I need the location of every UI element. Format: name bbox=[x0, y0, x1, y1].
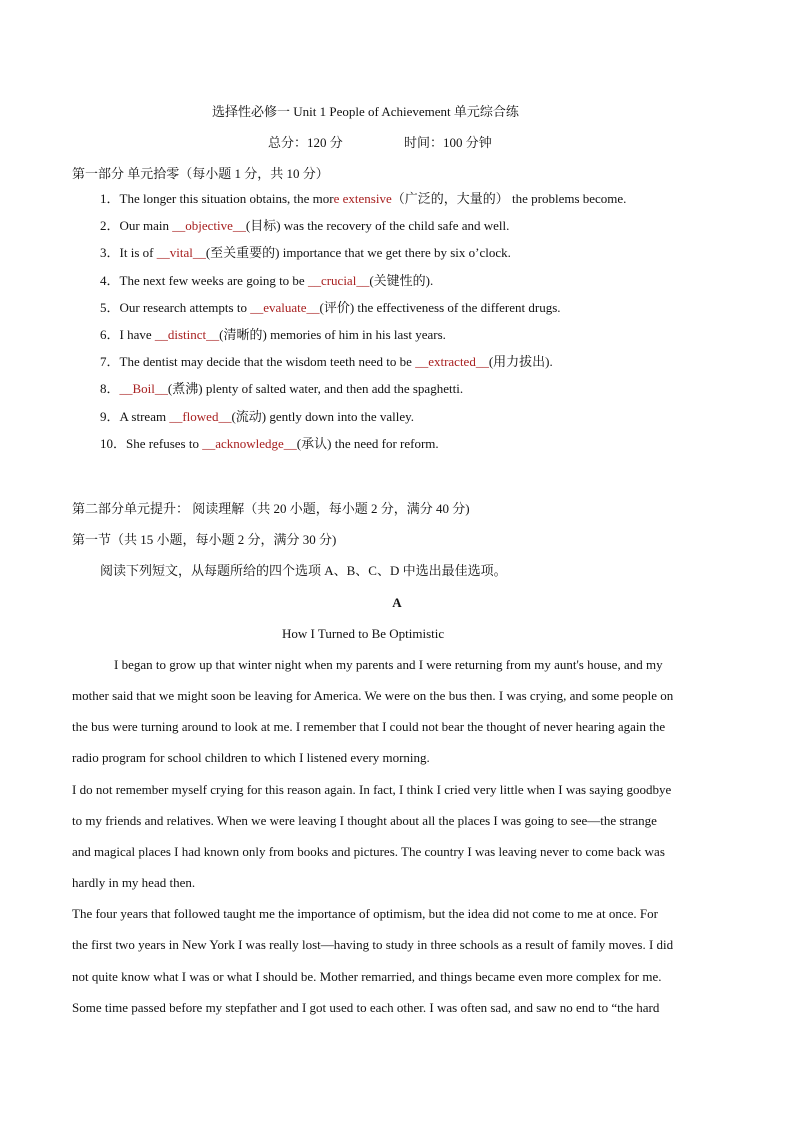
exam-time: 时间：100 分钟 bbox=[404, 135, 492, 150]
question-text: Our research attempts to bbox=[119, 300, 251, 315]
question-number: 4． bbox=[100, 273, 120, 288]
passage-line: to my friends and relatives. When we were leaving I thought about all the places I was going to see—the strange bbox=[72, 813, 657, 828]
passage-line: The four years that followed taught me the importance of optimism, but the idea did not come to me at once. For bbox=[72, 906, 658, 921]
question-number: 7． bbox=[100, 354, 120, 369]
vocab-question-item bbox=[100, 408, 414, 426]
passage-line: and magical places I had known only from books and pictures. The country I was leaving never to come back was bbox=[72, 844, 665, 859]
reading-instruction: 阅读下列短文，从每题所给的四个选项 A、B、C、D 中选出最佳选项。 bbox=[100, 563, 507, 578]
question-text: Our main bbox=[119, 218, 173, 233]
answer-text: __flowed__ bbox=[169, 409, 232, 424]
part1-heading: 第一部分 单元拾零（每小题 1 分，共 10 分） bbox=[72, 166, 329, 181]
vocab-question-item bbox=[100, 217, 509, 235]
question-number: 1． bbox=[100, 191, 120, 206]
passage-line: Some time passed before my stepfather and I got used to each other. I was often sad, and saw no end to “the hard bbox=[72, 1000, 660, 1015]
question-number: 6． bbox=[100, 327, 120, 342]
question-text: (承认) the need for reform. bbox=[296, 436, 439, 451]
passage-letter: A bbox=[392, 595, 402, 610]
vocab-question-item bbox=[100, 190, 626, 208]
passage-line: not quite know what I was or what I should be. Mother remarried, and things became even more complex for me. bbox=[72, 969, 662, 984]
question-number: 2． bbox=[100, 218, 120, 233]
question-text: It is of bbox=[119, 245, 157, 260]
question-text: The next few weeks are going to be bbox=[119, 273, 308, 288]
answer-text: __evaluate__ bbox=[250, 300, 320, 315]
passage-line: I do not remember myself crying for this reason again. In fact, I think I cried very little when I was saying goodbye bbox=[72, 782, 672, 797]
answer-text: __crucial__ bbox=[307, 273, 370, 288]
question-text: (流动) gently down into the valley. bbox=[231, 409, 415, 424]
question-text: She refuses to bbox=[126, 436, 203, 451]
question-number: 8． bbox=[100, 381, 120, 396]
vocab-question-item bbox=[100, 435, 439, 453]
question-number: 10． bbox=[100, 436, 127, 451]
question-number: 9． bbox=[100, 409, 120, 424]
vocab-question-item bbox=[100, 272, 433, 290]
question-text: (用力拔出). bbox=[488, 354, 553, 369]
question-text: (评价) the effectiveness of the different drugs. bbox=[319, 300, 561, 315]
question-text: (至关重要的) importance that we get there by six o’clock. bbox=[205, 245, 511, 260]
question-text: （广泛的，大量的） the problems become. bbox=[391, 191, 627, 206]
part2-heading: 第二部分单元提升： 阅读理解（共 20 小题，每小题 2 分，满分 40 分) bbox=[72, 501, 470, 516]
question-number: 5． bbox=[100, 300, 120, 315]
answer-text: __distinct__ bbox=[154, 327, 220, 342]
vocab-question-item bbox=[100, 353, 553, 371]
answer-text: __extracted__ bbox=[415, 354, 489, 369]
question-text: The dentist may decide that the wisdom teeth need to be bbox=[119, 354, 416, 369]
question-number: 3． bbox=[100, 245, 120, 260]
passage-line: I began to grow up that winter night when my parents and I were returning from my aunt's house, and my bbox=[114, 657, 663, 672]
vocab-question-item bbox=[100, 326, 446, 344]
question-text: A stream bbox=[119, 409, 170, 424]
question-text: (清晰的) memories of him in his last years. bbox=[219, 327, 446, 342]
answer-text: __vital__ bbox=[156, 245, 206, 260]
passage-line: the bus were turning around to look at me. I remember that I could not bear the thought of never hearing again the bbox=[72, 719, 666, 734]
answer-text: __acknowledge__ bbox=[202, 436, 297, 451]
question-text: The longer this situation obtains, the mor bbox=[119, 191, 334, 206]
answer-text: e extensive bbox=[333, 191, 392, 206]
vocab-question-item bbox=[100, 244, 511, 262]
vocab-question-item bbox=[100, 299, 561, 317]
passage-line: mother said that we might soon be leaving for America. We were on the bus then. I was crying, and some people on bbox=[72, 688, 674, 703]
total-score: 总分：120 分 bbox=[268, 135, 343, 150]
answer-text: __objective__ bbox=[172, 218, 246, 233]
question-text: I have bbox=[119, 327, 155, 342]
section1-heading: 第一节（共 15 小题，每小题 2 分，满分 30 分) bbox=[72, 532, 337, 547]
answer-text: __Boil__ bbox=[119, 381, 168, 396]
vocab-question-item bbox=[100, 380, 463, 398]
question-text: (目标) was the recovery of the child safe and well. bbox=[245, 218, 510, 233]
passage-line: the first two years in New York I was really lost—having to study in three schools as a result of family moves. I did bbox=[72, 937, 674, 952]
passage-line: hardly in my head then. bbox=[72, 875, 196, 890]
passage-line: radio program for school children to which I listened every morning. bbox=[72, 750, 430, 765]
question-text: (关键性的). bbox=[369, 273, 434, 288]
passage-title: How I Turned to Be Optimistic bbox=[282, 626, 445, 641]
question-text: (煮沸) plenty of salted water, and then add the spaghetti. bbox=[167, 381, 464, 396]
document-title: 选择性必修一 Unit 1 People of Achievement 单元综合练 bbox=[212, 104, 519, 119]
